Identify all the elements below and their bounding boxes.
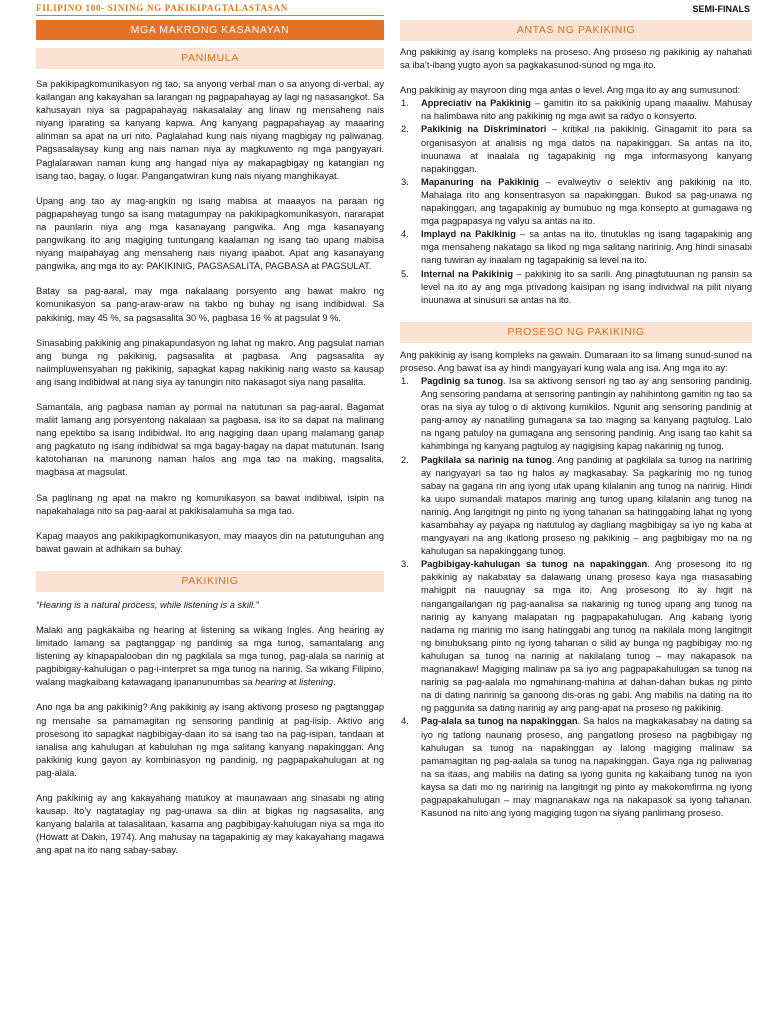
proseso-term: Pagkilala sa narinig na tunog (421, 454, 552, 465)
course-header: FILIPINO 100- SINING NG PAKIKIPAGTALASTASAN (36, 3, 288, 13)
section-heading-pakikinig: PAKIKINIG (36, 571, 384, 592)
list-number: 2. (401, 124, 409, 135)
proseso-item (400, 715, 752, 820)
list-number: 1. (401, 375, 409, 386)
antas-intro-1: Ang pakikinig ay isang kompleks na proseso. Ang proseso ng pakikinig ay nahahati sa iba’t-ibang yugto ayon sa pagkakasunod-sunod ng mga ito. (400, 47, 752, 71)
quote-text: “Hearing is a natural process, while listening is a skill.” (36, 599, 259, 610)
antas-item (400, 97, 752, 123)
pakikinig-quote (36, 599, 384, 612)
p1-em-listening: listening (299, 677, 334, 688)
proseso-term: Pagbibigay-kahulugan sa tunog na napakinggan (421, 559, 648, 570)
p1-em-hearing: hearing (255, 677, 287, 688)
p1-text-c: . (333, 677, 336, 688)
antas-item (400, 268, 752, 307)
panimula-paragraph-1: Sa pakikipagkomunikasyon ng tao, sa anyong verbal man o sa anyong di-verbal, ay kailangan ang kakayahan sa larangan ng pagpapahayag ay lagi ng nasasangkot. Sa kahusayan niya sa pagpapahayag nakasalalay ang linaw ng mensaheng nais niyang iparating sa kanyang kapwa. Ang kanyang pagpapahayag ay maaaring alinman sa apat na uri nito. Paglalahad kung nais niyang magbigay ng paliwanag. Pagsasalaysay kung ang nais naman niya ay magkuwento ng mga pangyayari. Paglalarawan naman kung ang hangad niya ay makapagbigay ng katangian ng isang tao, bagay, o lugar. Pangangatwiran kung nais niyang manghikayat. (36, 79, 384, 181)
proseso-desc: . Isa sa aktivong sensori ng tao ay ang sensoring pandinig. Ang sensoring pandama at sensoring pantingin ay nahihintong gamitin ng tao sa oras na siya ay tulog o di aktivong kumikilos. Ngunit ang sensoring pandinig at pang-amoy ay nanatiling gumagana sa tao maging sa kanyang pagtulog. Lalo na ngang patuloy na gumagana ang sensoring pandinig. Ang isang tao kahit sa kahimbinga ng kanyang pagtulog ay nagigising kapag nakarinig ng tunog. (421, 375, 752, 452)
term-label: SEMI-FINALS (692, 4, 750, 14)
proseso-list (400, 375, 752, 820)
panimula-paragraph-7: Kapag maayos ang pakikipagkomunikasyon, may maayos din na patutunguhan ang bawat gawain at adhikain sa buhay. (36, 530, 384, 554)
proseso-desc: . Ang pandinig at pagkilala sa tunog na naririnig ay nangyayari sa tao ng halos ay magkasabay. Sa pagkarinig mo ng tunog sabay na gagana rin ang iyong utak upang kilalanin ang tunog na narinig. Hindi ka uupo sumandali matapos marinig ang tunog upang kilalanin ang tunog na narinig. Ang langitngit ng pinto ng iyong tahanan sa hatinggabing lahat ng iyong kasambahay ay payapa ng natutulog ay dagliang magbibigay sa iyo ng kaba at mangyayari na ang ikatlong proseso ng pakikinig – ang pagbibigay mo na ng kahulugan sa napakinggang tunog. (421, 454, 752, 557)
list-number: 3. (401, 176, 409, 187)
panimula-paragraph-5: Samantala, ang pagbasa naman ay pormal na natutunan sa pag-aaral. Bagamat maliit lamang ang porsyentong nakalaan sa pagbasa, isa ito sa dapat na malinang nang epektibo sa isang indibidwal. Ito ang nagiging daan upang malamang ganap ang pagkatuto ng isang indibidwal sa mga bagay-bagay na dapat matutunan. Isang katotohanan na marunong naman halos ang mga tao na making, magsalita, magbasa at magsulat. (36, 401, 384, 478)
antas-desc: – gamitin ito sa pakikinig upang maaaliw. Mahusay na halimbawa nito ang pakikinig ng mga awit sa radyo o konsyerto. (421, 98, 752, 122)
proseso-intro: Ang pakikinig ay isang kompleks na gawain. Dumaraan ito sa limang sunud-sunod na proseso. Ang bawat isa ay hindi mangyayari kung wala ang isa. Ang mga ito ay: (400, 349, 752, 373)
p1-text-b: at (286, 677, 300, 688)
list-number: 4. (401, 716, 409, 727)
antas-term: Internal na Pakikinig (421, 268, 514, 279)
panimula-paragraph-4: Sinasabing pakikinig ang pinakapundasyon ng lahat ng makro. Ang pagsulat naman ang bunga ng pakikinig, pagsasalita at pagbasa. Ang pagsasalita ay naiimpluwensyahan ng pakikinig, sapagkat kapag nakikinig nang wasto sa kausap ang isang indibidwal at nang siya ay tanungin nito nakasagot siya nang pasalita. (36, 337, 384, 387)
antas-desc: – kritikal na pakikinig. Ginagamit ito para sa organisasyon at analisis ng mga datos na napakinggan. Sa antas na ito, inuunawa at inaalala ng tagapakinig ng mga informasyong kanyang napakinggan. (421, 124, 752, 174)
pakikinig-paragraph-3: Ang pakikinig ay ang kakayahang matukoy at maunawaan ang sinasabi ng ating kausap. Ito’y nagtataglay ng pag-unawa sa diin at bigkas ng nagsasalita, ang kanyang balarila at talasalitaan, kasama ang pagbibigay-kahulugan niya sa mga ito (Howatt at Dakin, 1974). Ang mahusay na tagapakinig ay may kakayahang magawa ang apat na ito nang sabay-sabay. (36, 793, 384, 856)
list-number: 5. (401, 268, 409, 279)
proseso-term: Pag-alala sa tunog na napakinggan (421, 716, 578, 727)
left-column (36, 20, 384, 858)
antas-desc: – evalweytiv o selektiv ang pakikinig na ito. Mahalaga rito ang konsentrasyon sa napakinggan. Bukod sa pag-unawa ng napakinggan, ang tagapakinig ay bumubuo ng mga konsepto at gumagawa ng mga pagpapasya ng valyu sa antas na ito. (421, 176, 752, 227)
antas-list (400, 97, 752, 307)
antas-item (400, 228, 752, 267)
list-number: 3. (401, 559, 409, 570)
main-title-banner: MGA MAKRONG KASANAYAN (36, 20, 384, 40)
right-column (400, 20, 752, 820)
antas-item (400, 176, 752, 228)
list-number: 4. (401, 229, 409, 240)
proseso-desc: . Ang prosesong ito ng pakikinig ay nakabatay sa dalawang unang proseso kaya nga masasabing mahigpit na nauugnay sa mga ito. Ang prosesong ito ay higit na nangangailangan ng pag-aanalisa sa nakarinig ng tunog upang ang tunog na narinig ay kanyang malapatan ng pagpapakahulugan. Ang kabang iyong nadama ng marinig mo isang hatinggabi ang tunog na nakilala mong langitngit ng binubuksang pinto ng iyong tahanan o silid ay bunga ng pagbibigay mo ng kahulugan sa tunog na narinig at nakilalang tunog – may nakapasok na magnanakaw! Magiging malinaw pa sa iyo ang pagpapakahulugan sa tunog na narinig sa pag-aalala mo ngmahinang-mahina at dahan-dahan bukas ng pinto na di dating naririnig sa ganoong dis-oras ng gabi. Ang mabilis na dating na ito ng paggunita sa dating narinig ay ang pang-apat na proseso ng pakikinig. (421, 559, 752, 714)
antas-term: Mapanuring na Pakikinig (421, 176, 539, 187)
proseso-desc: . Sa halos na magkakasabay na dating sa iyo ng tatlong naunang proseso, ang pangatlong proseso na pagbibigay ng kahulugan sa tunog na napakinggan ay lalong magiging malinaw sa pamamagitan ng pag-aalala sa tunog na napakinggan. Gaya nga ng paliwanag na sa itaas, ang mabilis na dating sa iyong gunita ng kakaibang tunog na iyon kaysa sa dati mo ng naririnig na langitngit ng pinto ay makokomfirma ng iyong pagpapakahulugan – may magnanakaw nga na nakapasok sa iyong tahanan. Kasunod na nito ang iyong magiging tugon na siyang panlimang proseso. (421, 716, 752, 819)
proseso-term: Pagdinig sa tunog (421, 375, 503, 386)
header-rule (36, 15, 384, 16)
proseso-item (400, 375, 752, 454)
section-heading-proseso: PROSESO NG PAKIKINIG (400, 322, 752, 343)
antas-term: Pakikinig na Diskriminatori (421, 124, 547, 135)
antas-term: Implayd na Pakikinig (421, 229, 516, 240)
antas-item (400, 123, 752, 175)
p1-text-a: Malaki ang pagkakaiba ng hearing at listening sa wikang Ingles. Ang hearing ay limitado lamang sa pagtanggap ng pandinig sa mga tunog, samantalang ang listening ay kinapapalooban din ng pagkilala sa mga tunog, pag-alala sa narinig at pagbibigay-kahulugan o pag-i-interpret sa mga tunog na narinig. Sa wikang Filipino, walang magkaibang katawagang ipananunumbas sa (36, 625, 384, 688)
panimula-paragraph-3: Batay sa pag-aaral, may mga nakalaang porsyento ang bawat makro ng komunikasyon sa pang-araw-araw na takbo ng buhay ng isang indibidwal. Sa pakikinig, may 45 %, sa pagsasalita 30 %, pagbasa 16 % at pagsulat 9 %. (36, 286, 384, 323)
section-heading-antas: ANTAS NG PAKIKINIG (400, 20, 752, 41)
pakikinig-paragraph-2: Ano nga ba ang pakikinig? Ang pakikinig ay isang aktivong proseso ng pagtanggap ng mensahe sa pamamagitan ng sensoring pandinig at pag-iisip. Aktivo ang prosesong ito sapagkat nagbibigay-daan ito sa isang tao na pag-isipan, tandaan at ianalisa ang kahulugan at kabuluhan ng mga salitang kanyang napakinggan. Ang pakikinig kung gayon ay kombinasyon ng pandinig, ng pagpapakahulugan at ng pag-alala. (36, 702, 384, 778)
list-number: 1. (401, 98, 409, 109)
proseso-item (400, 454, 752, 559)
antas-desc: – sa antas na ito, tinutuklas ng isang tagapakinig ang mga mensaheng nakatago sa likod ng mga salitang naririnig. Ang hindi sinasabi nang tuwiran ay inaalam ng tagapakinig sa level na ito. (421, 229, 752, 266)
panimula-paragraph-2: Upang ang tao ay mag-angkin ng isang mabisa at maaayos na paraan ng pagpapahayag tungo sa isang matagumpay na pakikipagkomunikasyon, nararapat na paunlarin niya ang mga kasanayang pangwika. Ang mga kasanayang pangwikang ito ang magiging tuntungang kaalaman ng isang tao upang mabisa niyang maipahayag ang mensaheng nais niyang ipaabot. Apat ang kasanayang pangwika, ang mga ito ay: PAKIKINIG, PAGSASALITA, PAGBASA at PAGSULAT. (36, 195, 384, 272)
list-number: 2. (401, 454, 409, 465)
antas-intro-2: Ang pakikinig ay mayroon ding mga antas o level. Ang mga ito ay ang sumusunod: (400, 85, 741, 96)
antas-desc: – pakikinig ito sa sarili. Ang pinagtutuunan ng pansin sa level na ito ay ang mga privadong kaisipan ng isang individwal na pilit niyang inuunawa at sinusuri sa antas na ito. (421, 268, 752, 305)
antas-term: Appreciativ na Pakikinig (421, 98, 531, 109)
pakikinig-paragraph-1 (36, 624, 384, 689)
section-heading-panimula: PANIMULA (36, 48, 384, 69)
panimula-paragraph-6: Sa paglinang ng apat na makro ng komunikasyon sa bawat indibiwal, isipin na napakahalaga nito sa pag-aaral at pakikisalamuha sa mga tao. (36, 492, 384, 516)
proseso-item (400, 558, 752, 715)
